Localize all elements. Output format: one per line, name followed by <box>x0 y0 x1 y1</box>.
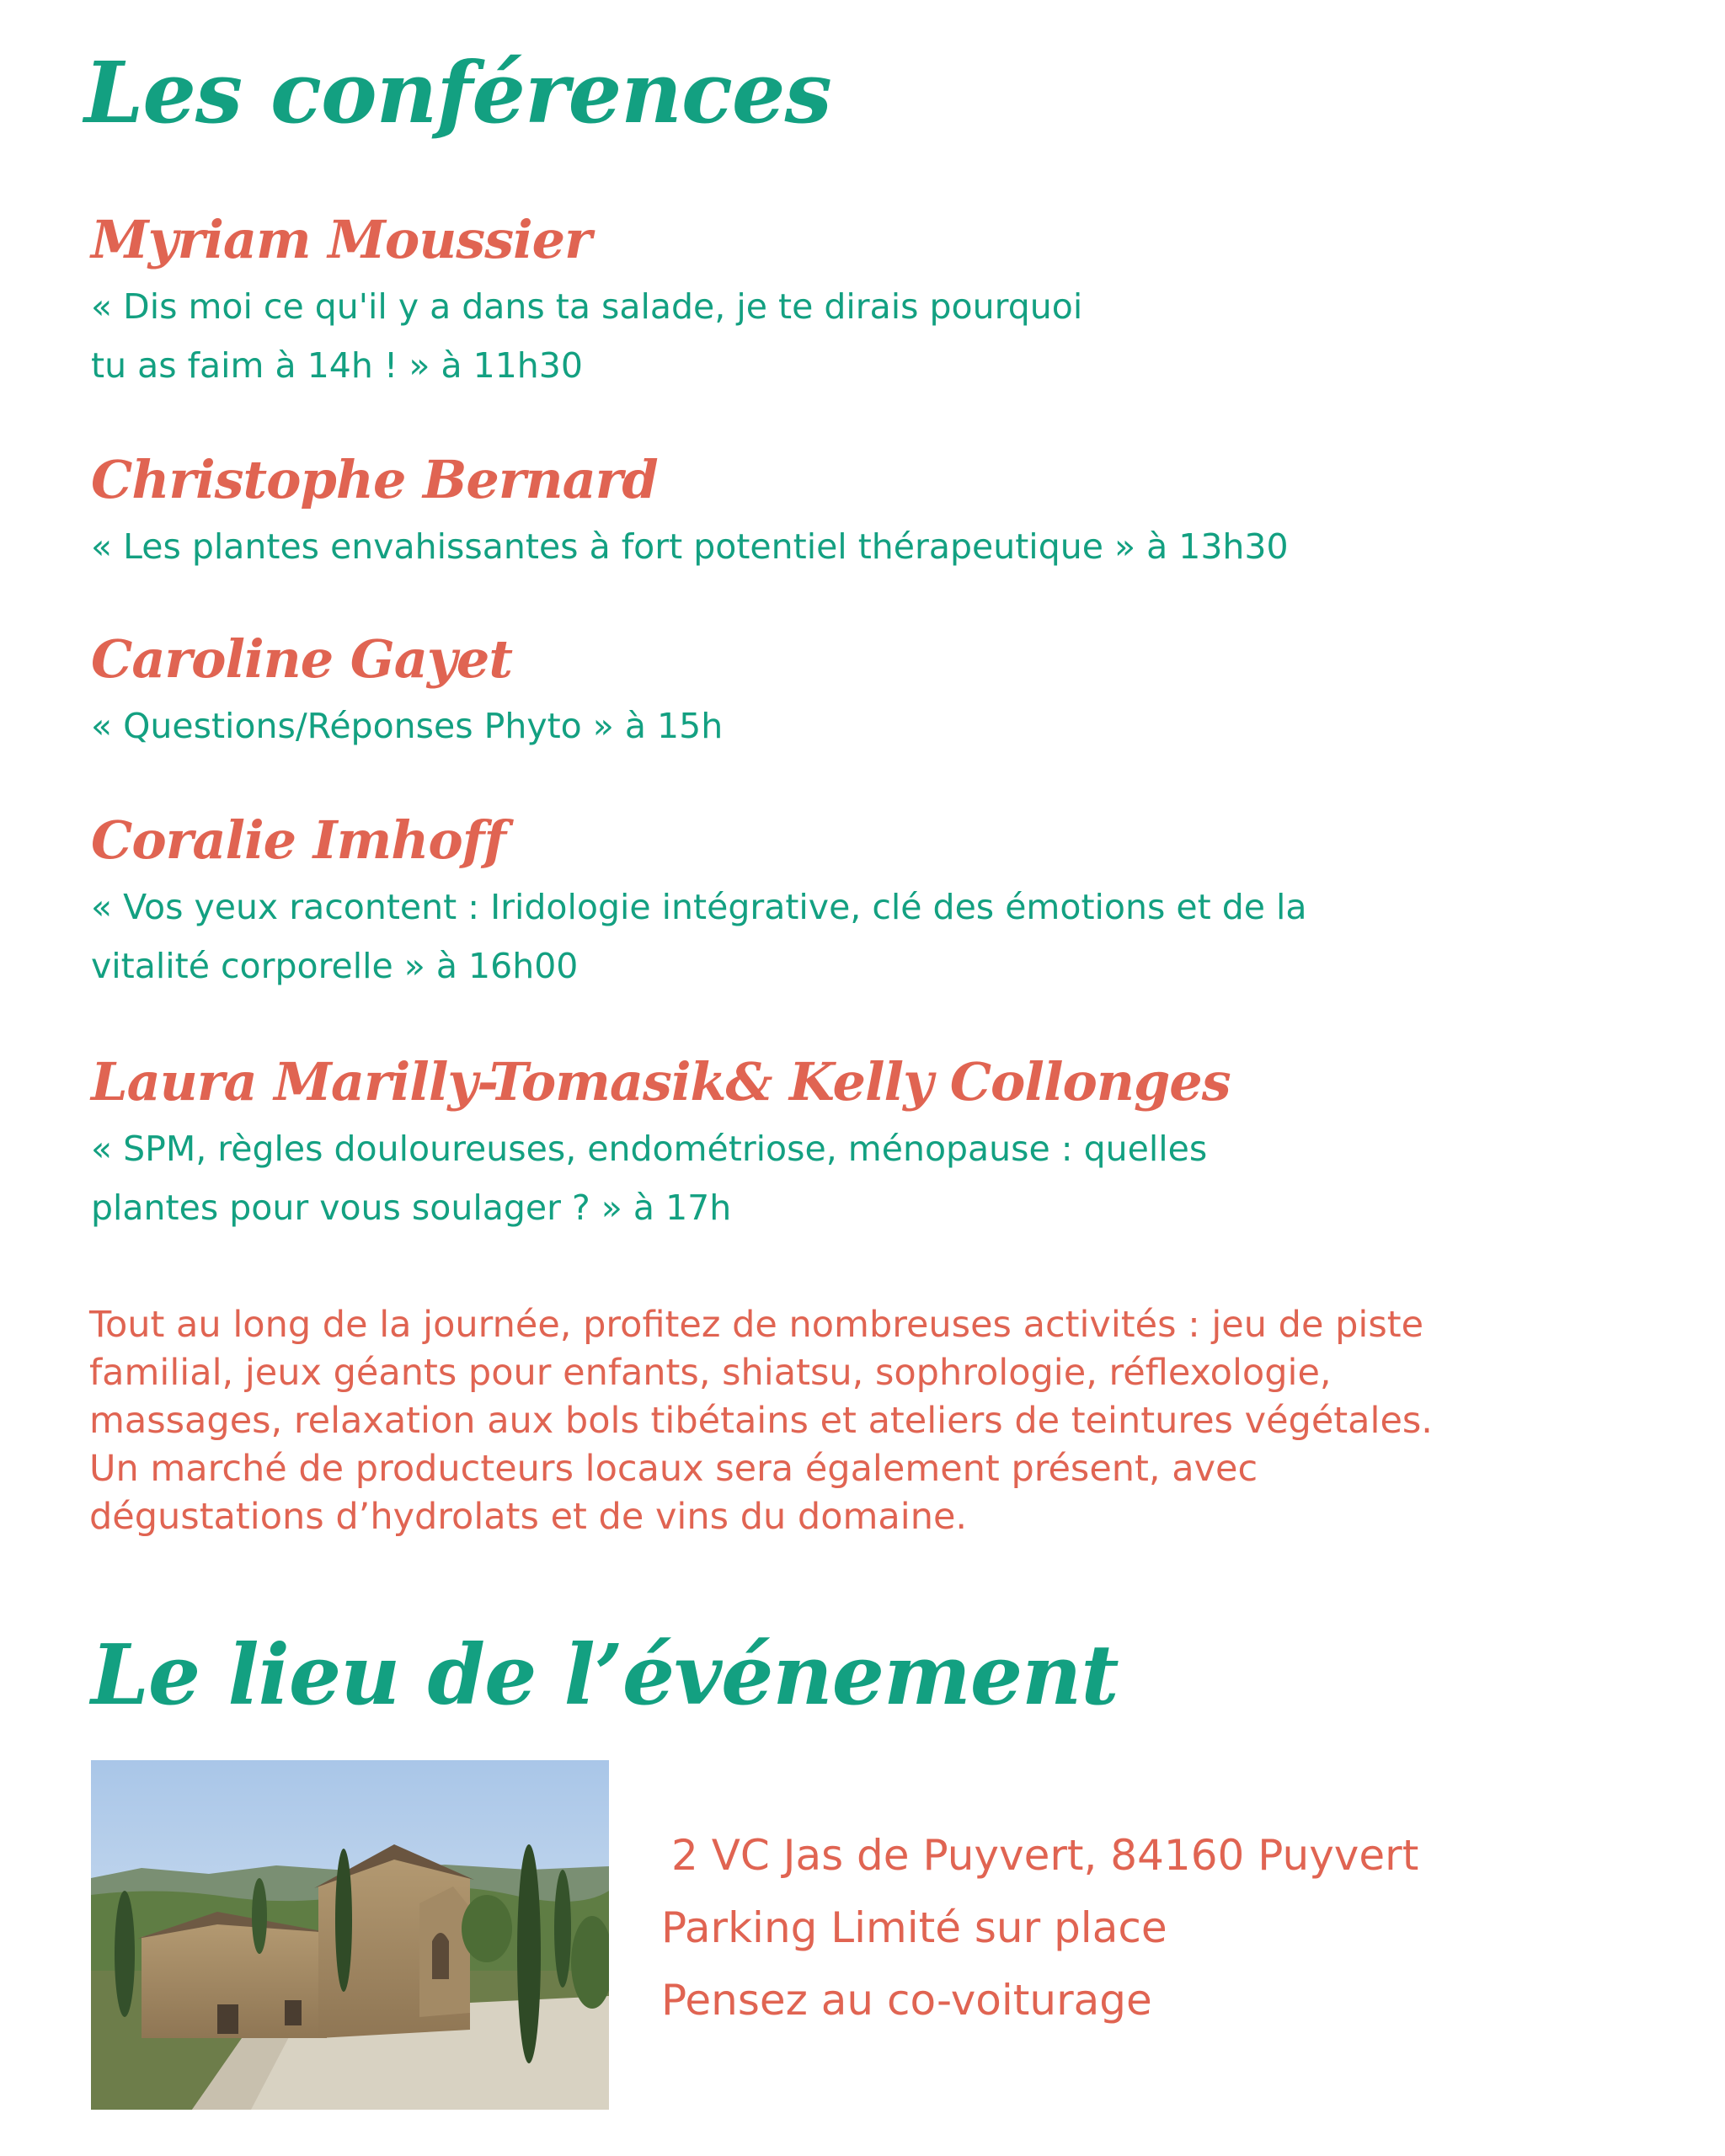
venue-info <box>661 1819 1503 2036</box>
activities-line: Un marché de producteurs locaux sera également présent, avec <box>89 1448 1258 1490</box>
venue-title: Le lieu de l’événement <box>91 1627 1119 1724</box>
talk-line: « Dis moi ce qu'il y a dans ta salade, je te dirais pourquoi <box>91 286 1083 327</box>
talk-description <box>91 1119 1523 1237</box>
talk-description <box>91 277 1523 395</box>
talk-item <box>91 626 1523 755</box>
talk-line: « Vos yeux racontent : Iridologie intégrative, clé des émotions et de la <box>91 887 1307 927</box>
talk-line: « Les plantes envahissantes à fort potentiel thérapeutique » à 13h30 <box>91 526 1289 567</box>
venue-photo <box>91 1760 609 2110</box>
talk-item <box>91 1049 1523 1237</box>
talk-description <box>91 696 1523 755</box>
talk-item <box>91 807 1523 995</box>
activities-line: dégustations d’hydrolats et de vins du domaine. <box>89 1496 968 1538</box>
speaker-name: Coralie Imhoff <box>91 809 506 871</box>
speaker-name: Christophe Bernard <box>91 449 658 510</box>
talk-line: vitalité corporelle » à 16h00 <box>91 946 579 986</box>
speaker-name: Myriam Moussier <box>91 209 591 270</box>
venue-address: 2 VC Jas de Puyvert, 84160 Puyvert <box>671 1831 1419 1880</box>
talk-item <box>91 446 1523 576</box>
talk-line: plantes pour vous soulager ? » à 17h <box>91 1187 732 1228</box>
talk-item <box>91 206 1523 395</box>
activities-line: massages, relaxation aux bols tibétains et ateliers de teintures végétales. <box>89 1400 1433 1442</box>
venue-carpool: Pensez au co-voiturage <box>661 1976 1152 2025</box>
venue-parking: Parking Limité sur place <box>661 1903 1167 1952</box>
talk-line: « Questions/Réponses Phyto » à 15h <box>91 706 724 746</box>
talk-description <box>91 878 1523 995</box>
speaker-name: Laura Marilly-Tomasik& Kelly Collonges <box>91 1051 1231 1113</box>
talk-line: tu as faim à 14h ! » à 11h30 <box>91 345 583 386</box>
activities-line: familial, jeux géants pour enfants, shiatsu, sophrologie, réflexologie, <box>89 1352 1332 1394</box>
activities-paragraph <box>89 1301 1589 1541</box>
conferences-title: Les conférences <box>84 43 831 142</box>
speaker-name: Caroline Gayet <box>91 628 512 690</box>
talk-line: « SPM, règles douloureuses, endométriose, ménopause : quelles <box>91 1129 1208 1169</box>
activities-line: Tout au long de la journée, profitez de nombreuses activités : jeu de piste <box>89 1304 1424 1346</box>
talk-description <box>91 517 1523 576</box>
